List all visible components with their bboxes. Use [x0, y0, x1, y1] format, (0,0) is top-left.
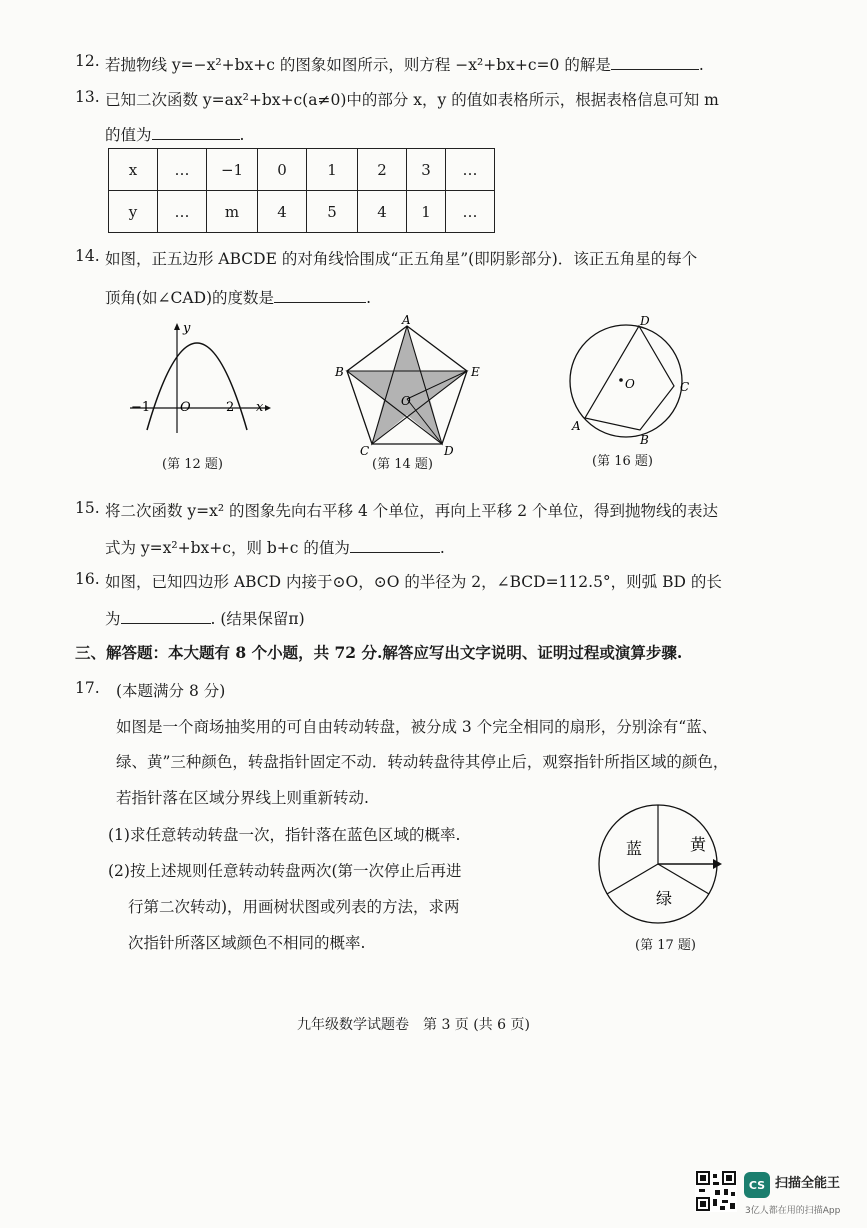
table-cell: 1 [307, 149, 358, 191]
q14-number: 14. [75, 247, 100, 265]
q15-line2 [105, 535, 445, 558]
q14-line1: 如图，正五边形 ABCDE 的对角线恰围成“正五角星”(即阴影部分)．该正五角星的每个 [105, 250, 698, 268]
q17-paragraph-line1: 如图是一个商场抽奖用的可自由转动转盘，被分成 3 个完全相同的扇形，分别涂有“蓝、 [116, 718, 718, 736]
figure-16-cyclic-quadrilateral [562, 314, 702, 449]
q12-number: 12. [75, 52, 100, 70]
figure-16-caption: (第 16 题) [592, 454, 653, 469]
q16-number: 16. [75, 570, 100, 588]
q12-text [105, 52, 704, 75]
origin-label: O [180, 400, 191, 415]
q14-period: . [366, 289, 372, 308]
figure-12-caption: (第 12 题) [162, 457, 223, 472]
sector-label-green: 绿 [656, 889, 673, 908]
table-cell: … [446, 149, 495, 191]
point-label-a: A [572, 419, 581, 433]
sector-label-yellow: 黄 [690, 835, 707, 854]
table-cell: 1 [407, 191, 446, 233]
q13-line1: 已知二次函数 y=ax²+bx+c(a≠0)中的部分 x，y 的值如表格所示，根据表格信息可知 m [105, 91, 719, 109]
parabola-curve [147, 343, 247, 430]
q16-note: . (结果保留π) [210, 610, 305, 629]
y-axis-label: y [183, 321, 191, 336]
x-axis-label: x [256, 400, 264, 415]
vertex-label-d: D [444, 444, 454, 458]
vertex-label-e: E [471, 365, 480, 379]
q17-score: (本题满分 8 分) [116, 682, 226, 700]
table-cell: 5 [307, 191, 358, 233]
y-axis-arrow [174, 323, 180, 330]
table-cell: … [158, 149, 207, 191]
scanner-app-brand: 扫描全能王 [775, 1176, 841, 1191]
table-cell: … [158, 191, 207, 233]
x-axis-arrow [265, 405, 271, 411]
figure-17-spinner [596, 802, 726, 932]
page-footer: 九年级数学试题卷 第 3 页 (共 6 页) [297, 1017, 530, 1033]
q16-stem-end: 为 [105, 610, 121, 629]
table-cell: −1 [207, 149, 258, 191]
q17-subquestion-1: (1)求任意转动转盘一次，指针落在蓝色区域的概率. [108, 826, 461, 844]
table-cell: m [207, 191, 258, 233]
figure-17-caption: (第 17 题) [635, 938, 696, 953]
q14-answer-blank [274, 285, 366, 303]
q15-stem-end: 式为 y=x²+bx+c，则 b+c 的值为 [105, 539, 350, 558]
q13-line2 [105, 122, 244, 145]
q17-subquestion-2-line1: (2)按上述规则任意转动转盘两次(第一次停止后再进 [108, 862, 462, 880]
tick-label-2: 2 [226, 400, 235, 415]
sector-label-blue: 蓝 [626, 839, 643, 858]
table-row-y [109, 191, 495, 233]
q12-stem: 若抛物线 y=−x²+bx+c 的图象如图所示，则方程 −x²+bx+c=0 的解是 [105, 56, 611, 75]
q13-answer-blank [152, 122, 240, 140]
table-cell: 4 [358, 191, 407, 233]
q12-end: . [698, 56, 704, 75]
qr-code-icon [695, 1170, 737, 1212]
q13-period: . [239, 126, 245, 145]
q15-line1: 将二次函数 y=x² 的图象先向右平移 4 个单位，再向上平移 2 个单位，得到抛物线的表达 [105, 502, 718, 520]
q14-stem-end: 顶角(如∠CAD)的度数是 [105, 289, 275, 308]
q17-paragraph-line3: 若指针落在区域分界线上则重新转动. [116, 789, 369, 807]
table-cell: 4 [258, 191, 307, 233]
figure-14-pentagon-star [332, 314, 492, 459]
scanner-app-logo-icon: CS [744, 1172, 770, 1198]
point-label-b: B [640, 433, 649, 447]
center-dot [619, 378, 623, 382]
table-row-x [109, 149, 495, 191]
q14-line2 [105, 285, 371, 308]
table-cell: 0 [258, 149, 307, 191]
center-label-o: O [401, 394, 411, 408]
q15-answer-blank [350, 535, 440, 553]
q17-paragraph-line2: 绿、黄”三种颜色，转盘指针固定不动．转动转盘待其停止后，观察指针所指区域的颜色， [116, 753, 729, 771]
vertex-label-b: B [335, 365, 344, 379]
point-label-c: C [680, 380, 690, 394]
q15-period: . [439, 539, 445, 558]
figure-14-caption: (第 14 题) [372, 457, 433, 472]
figure-12-parabola [125, 318, 275, 438]
q17-subquestion-2-line2: 行第二次转动)，用画树状图或列表的方法，求两 [128, 898, 460, 916]
q16-line1: 如图，已知四边形 ABCD 内接于⊙O，⊙O 的半径为 2，∠BCD=112.5°，则弧 BD 的长 [105, 573, 722, 591]
scanner-app-tagline: 3亿人都在用的扫描App [745, 1206, 841, 1216]
q15-number: 15. [75, 499, 100, 517]
q17-number: 17. [75, 679, 100, 697]
table-cell: 3 [407, 149, 446, 191]
q17-subquestion-2-line3: 次指针所落区域颜色不相同的概率. [128, 934, 366, 952]
q12-answer-blank [611, 52, 699, 70]
table-cell: y [109, 191, 158, 233]
q13-number: 13. [75, 88, 100, 106]
q16-answer-blank [121, 606, 211, 624]
center-label-o: O [625, 377, 635, 391]
q13-stem-end: 的值为 [105, 126, 152, 145]
q16-line2 [105, 606, 305, 629]
section-3-heading: 三、解答题：本大题有 8 个小题，共 72 分.解答应写出文字说明、证明过程或演算步骤. [75, 643, 683, 662]
tick-label-neg1: −1 [131, 400, 151, 415]
sector-divider-left [607, 864, 658, 894]
table-cell: x [109, 149, 158, 191]
point-label-d: D [640, 314, 650, 328]
vertex-label-a: A [402, 314, 411, 327]
q13-value-table [108, 148, 495, 233]
table-cell: 2 [358, 149, 407, 191]
vertex-label-c: C [360, 444, 370, 458]
table-cell: … [446, 191, 495, 233]
